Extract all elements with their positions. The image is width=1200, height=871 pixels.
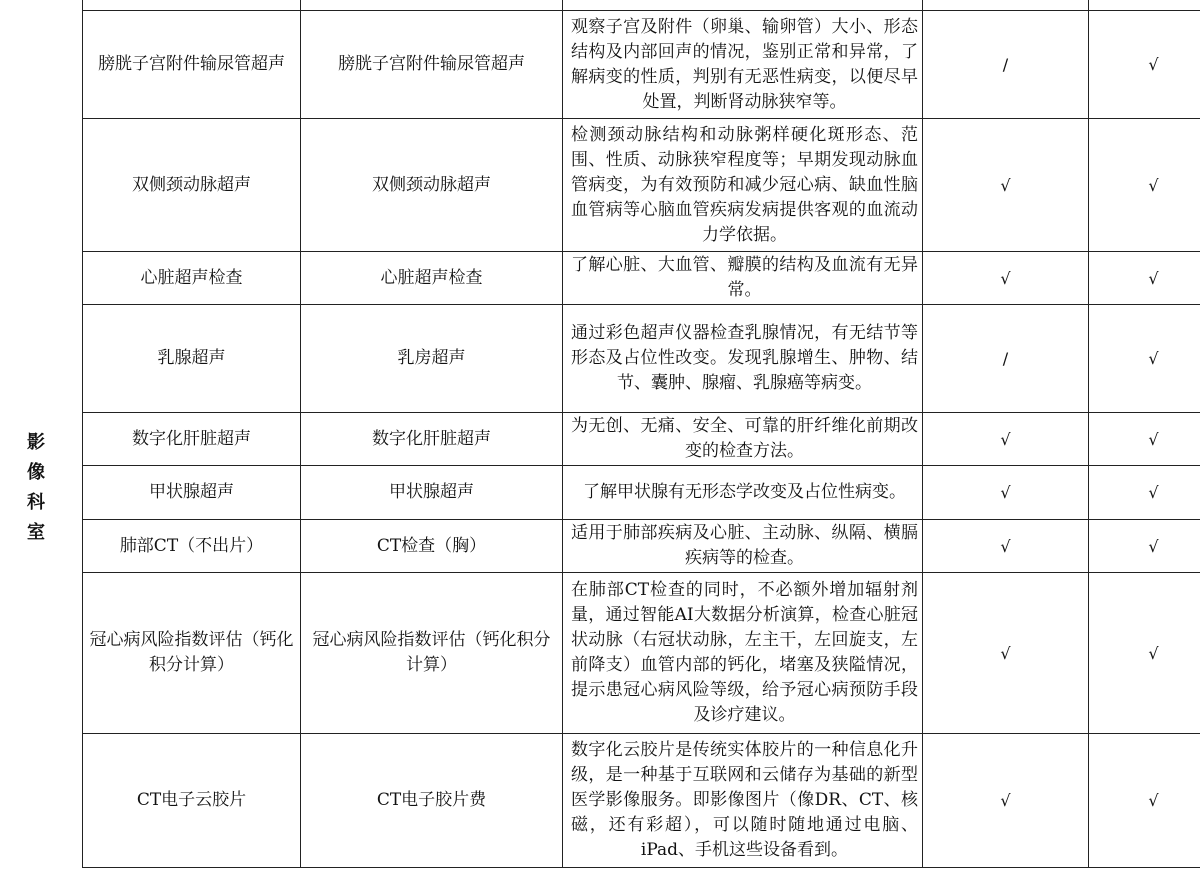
table-row [83, 11, 1200, 119]
exam-name-cell: 膀胱子宫附件输尿管超声 [83, 11, 301, 119]
table-row [83, 305, 1200, 413]
table-row [83, 520, 1200, 573]
billing-item-cell: 膀胱子宫附件输尿管超声 [301, 11, 563, 119]
billing-item-cell: 乳房超声 [301, 305, 563, 413]
exam-items-table [82, 0, 1200, 868]
description-cell: 数字化云胶片是传统实体胶片的一种信息化升级，是一种基于互联网和云储存为基础的新型医学影像服务。即影像图片（像DR、CT、核磁，还有彩超），可以随时随地通过电脑、iPad、手机这些设备看到。 [563, 734, 923, 868]
department-char: 影 [27, 432, 45, 453]
description-cell: 在肺部CT检查的同时，不必额外增加辐射剂量，通过智能AI大数据分析演算，检查心脏冠状动脉（右冠状动脉，左主干，左回旋支，左前降支）血管内部的钙化，堵塞及狭隘情况，提示患冠心病风险等级，给予冠心病预防手段及诊疗建议。 [563, 573, 923, 734]
mark-cell: √ [923, 466, 1089, 520]
mark-cell: √ [923, 252, 1089, 305]
billing-item-cell: 数字化肝脏超声 [301, 413, 563, 466]
mark-cell: √ [1089, 520, 1200, 573]
mark-cell: / [923, 305, 1089, 413]
department-char: 科 [27, 492, 45, 513]
mark-cell: √ [1089, 734, 1200, 868]
mark-cell: √ [923, 573, 1089, 734]
mark-cell: √ [1089, 11, 1200, 119]
table-row [83, 0, 1200, 11]
exam-name-cell: 乳腺超声 [83, 305, 301, 413]
table-row [83, 119, 1200, 252]
exam-name-cell: 双侧颈动脉超声 [83, 119, 301, 252]
mark-cell [1089, 0, 1200, 11]
exam-name-cell: 肺部CT（不出片） [83, 520, 301, 573]
description-cell: 观察子宫及附件（卵巢、输卵管）大小、形态结构及内部回声的情况，鉴别正常和异常，了解病变的性质，判别有无恶性病变，以便尽早处置，判断肾动脉狭窄等。 [563, 11, 923, 119]
description-cell: 适用于肺部疾病及心脏、主动脉、纵隔、横膈疾病等的检查。 [563, 520, 923, 573]
description-cell: 检测颈动脉结构和动脉粥样硬化斑形态、范围、性质、动脉狭窄程度等；早期发现动脉血管病变，为有效预防和减少冠心病、缺血性脑血管病等心脑血管疾病发病提供客观的血流动力学依据。 [563, 119, 923, 252]
description-cell: 为无创、无痛、安全、可靠的肝纤维化前期改变的检查方法。 [563, 413, 923, 466]
table-row [83, 734, 1200, 868]
exam-name-cell: 冠心病风险指数评估（钙化积分计算） [83, 573, 301, 734]
mark-cell: √ [1089, 305, 1200, 413]
exam-name-cell: 心脏超声检查 [83, 252, 301, 305]
exam-name-cell: CT电子云胶片 [83, 734, 301, 868]
exam-name-cell [83, 0, 301, 11]
billing-item-cell [301, 0, 563, 11]
mark-cell: √ [1089, 573, 1200, 734]
table-row [83, 573, 1200, 734]
department-char: 像 [27, 462, 45, 483]
mark-cell [923, 0, 1089, 11]
description-cell [563, 0, 923, 11]
mark-cell: √ [1089, 466, 1200, 520]
billing-item-cell: 冠心病风险指数评估（钙化积分计算） [301, 573, 563, 734]
billing-item-cell: CT电子胶片费 [301, 734, 563, 868]
description-cell: 了解心脏、大血管、瓣膜的结构及血流有无异常。 [563, 252, 923, 305]
billing-item-cell: 甲状腺超声 [301, 466, 563, 520]
mark-cell: √ [1089, 252, 1200, 305]
mark-cell: √ [923, 413, 1089, 466]
table-row [83, 466, 1200, 520]
mark-cell: √ [923, 119, 1089, 252]
table-row [83, 413, 1200, 466]
department-char: 室 [27, 522, 45, 543]
description-cell: 了解甲状腺有无形态学改变及占位性病变。 [563, 466, 923, 520]
mark-cell: √ [923, 520, 1089, 573]
department-label [22, 428, 50, 548]
mark-cell: √ [1089, 119, 1200, 252]
exam-name-cell: 数字化肝脏超声 [83, 413, 301, 466]
description-cell: 通过彩色超声仪器检查乳腺情况，有无结节等形态及占位性改变。发现乳腺增生、肿物、结节、囊肿、腺瘤、乳腺癌等病变。 [563, 305, 923, 413]
billing-item-cell: CT检查（胸） [301, 520, 563, 573]
mark-cell: √ [1089, 413, 1200, 466]
billing-item-cell: 心脏超声检查 [301, 252, 563, 305]
table-row [83, 252, 1200, 305]
billing-item-cell: 双侧颈动脉超声 [301, 119, 563, 252]
mark-cell: / [923, 11, 1089, 119]
exam-name-cell: 甲状腺超声 [83, 466, 301, 520]
mark-cell: √ [923, 734, 1089, 868]
